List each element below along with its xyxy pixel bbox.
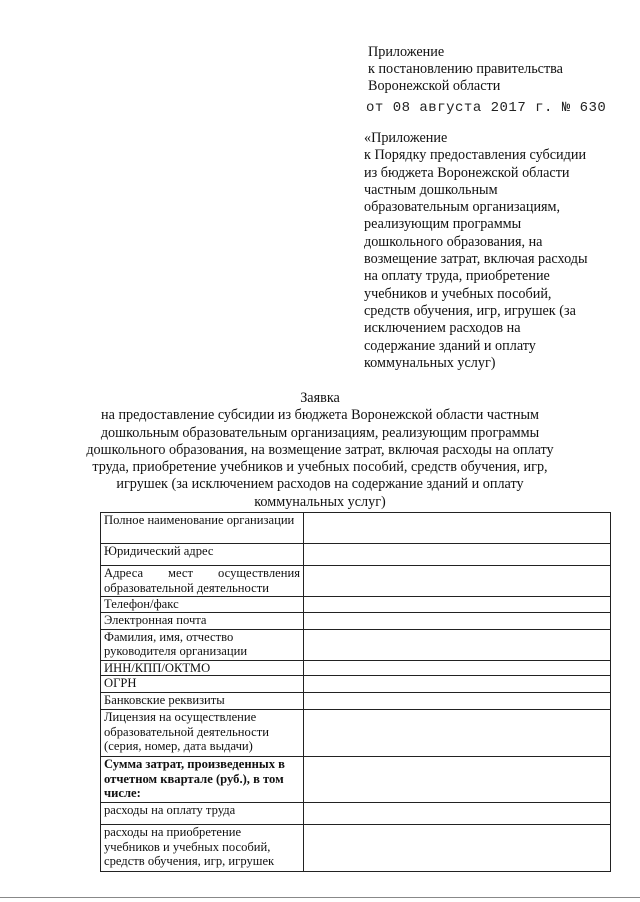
procedure-line: исключением расходов на (364, 320, 521, 337)
page-edge-rule (0, 897, 640, 898)
appendix-line: Воронежской области (368, 78, 501, 94)
title-line: труда, приобретение учебников и учебных пособий, средств обучения, игр, (92, 459, 548, 476)
row-label: Сумма затрат, произведенных в отчетном квартале (руб.), в том числе: (101, 757, 304, 803)
row-label: Лицензия на осуществление образовательной деятельности (серия, номер, дата выдачи) (101, 710, 304, 757)
procedure-line: возмещение затрат, включая расходы (364, 251, 588, 268)
row-value-field[interactable] (304, 710, 611, 757)
decree-date-stamp: от 08 августа 2017 г. № 630 (366, 100, 607, 116)
table-row (101, 629, 611, 660)
row-value-field[interactable] (304, 693, 611, 710)
row-label: Полное наименование организации (101, 513, 304, 544)
row-value-field[interactable] (304, 803, 611, 825)
application-title (70, 390, 570, 511)
row-value-field[interactable] (304, 676, 611, 693)
procedure-line: к Порядку предоставления субсидии (364, 147, 587, 164)
procedure-line: коммунальных услуг) (364, 354, 496, 371)
row-label: расходы на приобретение учебников и учебных пособий, средств обучения, игр, игрушек (101, 825, 304, 872)
table-row (101, 757, 611, 803)
procedure-line: средств обучения, игр, игрушек (за (364, 302, 576, 319)
procedure-line: образовательным организациям, (364, 199, 561, 216)
row-label: расходы на оплату труда (101, 803, 304, 825)
title-line: коммунальных услуг) (254, 493, 386, 510)
row-label: Фамилия, имя, отчество руководителя организации (101, 629, 304, 660)
row-label: ИНН/КПП/ОКТМО (101, 660, 304, 676)
table-row (101, 513, 611, 544)
application-form-table (100, 512, 611, 872)
appendix-line: Приложение (368, 44, 445, 60)
row-label: Адреса мест осуществления образовательной деятельности (101, 566, 304, 597)
table-row (101, 544, 611, 566)
row-value-field[interactable] (304, 566, 611, 597)
row-value-field[interactable] (304, 544, 611, 566)
application-heading: Заявка (300, 390, 340, 406)
table-row (101, 803, 611, 825)
table-row (101, 597, 611, 613)
procedure-line: «Приложение (364, 130, 448, 146)
row-label: Юридический адрес (101, 544, 304, 566)
title-line: дошкольным образовательным организациям, реализующим программы (100, 424, 540, 441)
table-row (101, 566, 611, 597)
procedure-line: учебников и учебных пособий, (364, 285, 552, 302)
table-row (101, 693, 611, 710)
procedure-line: реализующим программы (364, 216, 522, 233)
row-value-field[interactable] (304, 660, 611, 676)
appendix-line: к постановлению правительства (368, 61, 563, 77)
row-value-field[interactable] (304, 597, 611, 613)
table-row (101, 660, 611, 676)
procedure-line: из бюджета Воронежской области (364, 164, 570, 181)
title-line: игрушек (за исключением расходов на содержание зданий и оплату (116, 476, 524, 493)
row-label: Телефон/факс (101, 597, 304, 613)
procedure-line: на оплату труда, приобретение (364, 268, 550, 285)
row-label: Банковские реквизиты (101, 693, 304, 710)
row-label: ОГРН (101, 676, 304, 693)
row-value-field[interactable] (304, 757, 611, 803)
table-row (101, 710, 611, 757)
row-value-field[interactable] (304, 629, 611, 660)
row-value-field[interactable] (304, 612, 611, 629)
procedure-line: дошкольного образования, на (364, 233, 543, 250)
procedure-line: частным дошкольным (364, 181, 498, 198)
row-value-field[interactable] (304, 825, 611, 872)
title-line: дошкольного образования, на возмещение затрат, включая расходы на оплату (86, 441, 554, 458)
title-line: на предоставление субсидии из бюджета Воронежской области частным (101, 407, 539, 424)
row-label: Электронная почта (101, 612, 304, 629)
table-row (101, 612, 611, 629)
procedure-line: содержание зданий и оплату (364, 337, 536, 354)
procedure-appendix-header (364, 130, 614, 372)
row-value-field[interactable] (304, 513, 611, 544)
table-row (101, 676, 611, 693)
table-row (101, 825, 611, 872)
appendix-header (368, 44, 618, 95)
